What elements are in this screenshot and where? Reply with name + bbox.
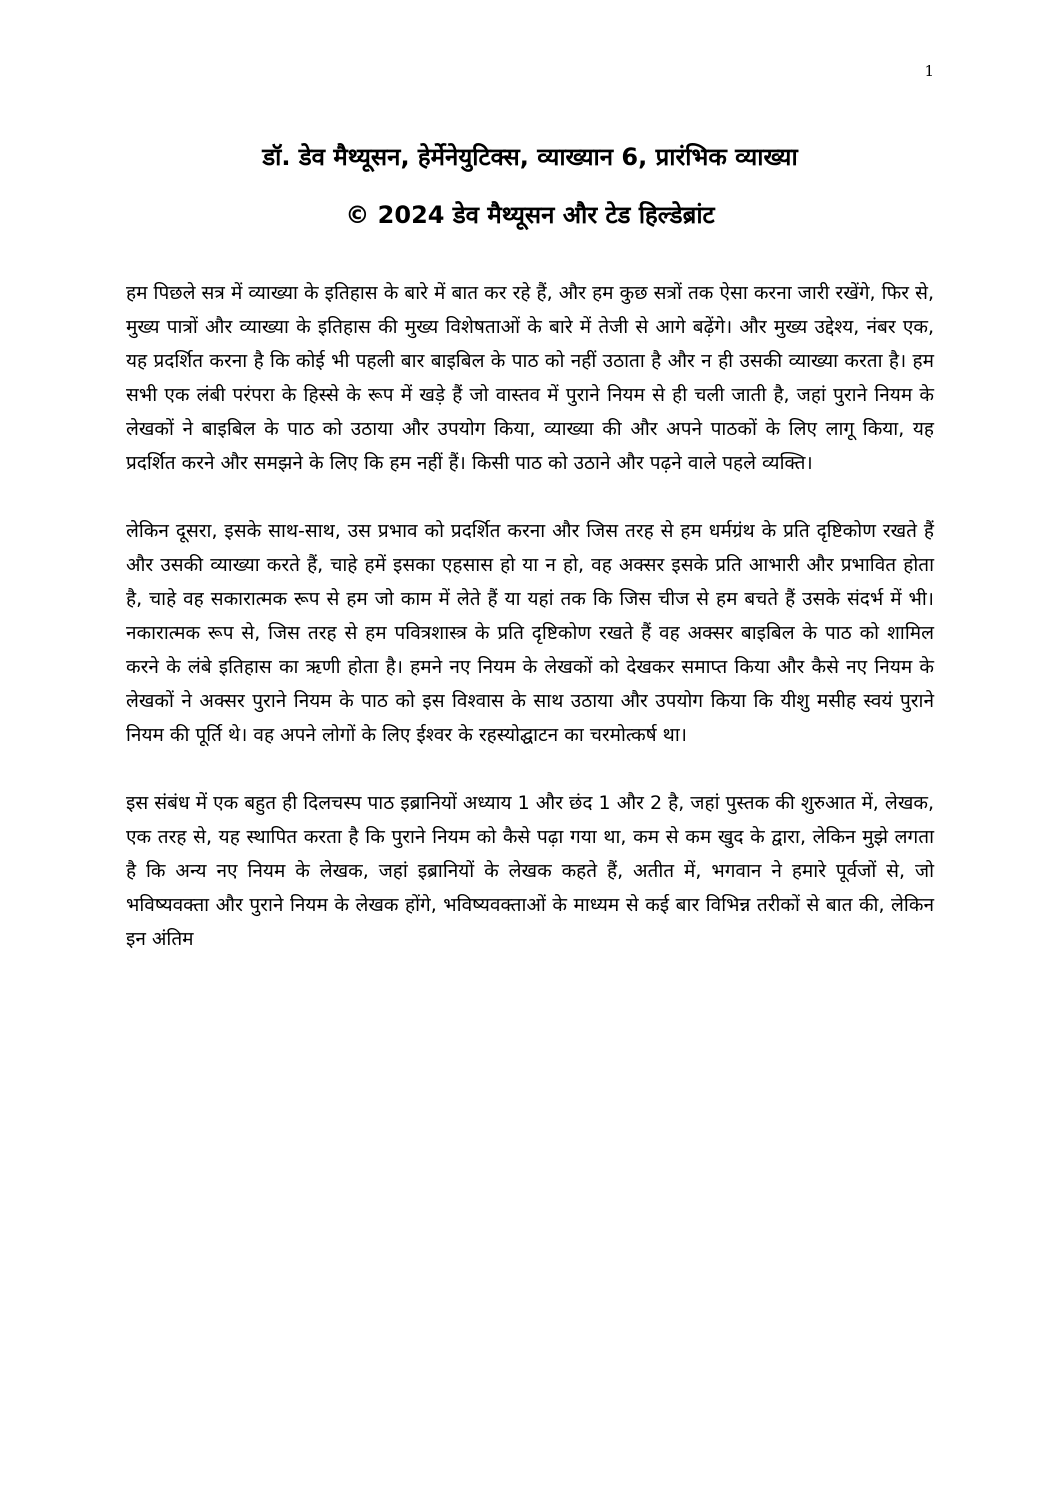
document-body — [126, 276, 934, 990]
title-line-2: © 2024 डेव मैथ्यूसन और टेड हिल्डेब्रांट — [345, 201, 715, 229]
page-number: 1 — [924, 62, 934, 80]
paragraph-1: हम पिछले सत्र में व्याख्या के इतिहास के बारे में बात कर रहे हैं, और हम कुछ सत्रों तक ऐसा करना जारी रखेंगे, फिर से, मुख्य पात्रों और व्याख्या के इतिहास की मुख्य विशेषताओं के बारे में तेजी से आगे बढ़ेंगे। और मुख्य उद्देश्य, नंबर एक, यह प्रदर्शित करना है कि कोई भी पहली बार बाइबिल के पाठ को नहीं उठाता है और न ही उसकी व्याख्या करता है। हम सभी एक लंबी परंपरा के हिस्से के रूप में खड़े हैं जो वास्तव में पुराने नियम से ही चली जाती है, जहां पुराने नियम के लेखकों ने बाइबिल के पाठ को उठाया और उपयोग किया, व्याख्या की और अपने पाठकों के लिए लागू किया, यह प्रदर्शित करने और समझने के लिए कि हम नहीं हैं। किसी पाठ को उठाने और पढ़ने वाले पहले व्यक्ति। — [126, 282, 934, 474]
title-line-1: डॉ. डेव मैथ्यूसन, हेर्मेनेयुटिक्स, व्याख्यान 6, प्रारंभिक व्याख्या — [262, 143, 798, 171]
paragraph-3: इस संबंध में एक बहुत ही दिलचस्प पाठ इब्रानियों अध्याय 1 और छंद 1 और 2 है, जहां पुस्तक की शुरुआत में, लेखक, एक तरह से, यह स्थापित करता है कि पुराने नियम को कैसे पढ़ा गया था, कम से कम खुद के द्वारा, लेकिन मुझे लगता है कि अन्य नए नियम के लेखक, जहां इब्रानियों के लेखक कहते हैं, अतीत में, भगवान ने हमारे पूर्वजों से, जो भविष्यवक्ता और पुराने नियम के लेखक होंगे, भविष्यवक्ताओं के माध्यम से कई बार विभिन्न तरीकों से बात की, लेकिन इन अंतिम — [126, 792, 934, 950]
paragraph-2: लेकिन दूसरा, इसके साथ-साथ, उस प्रभाव को प्रदर्शित करना और जिस तरह से हम धर्मग्रंथ के प्रति दृष्टिकोण रखते हैं और उसकी व्याख्या करते हैं, चाहे हमें इसका एहसास हो या न हो, वह अक्सर इसके प्रति आभारी और प्रभावित होता है, चाहे वह सकारात्मक रूप से हम जो काम में लेते हैं या यहां तक कि जिस चीज से हम बचते हैं उसके संदर्भ में भी। नकारात्मक रूप से, जिस तरह से हम पवित्रशास्त्र के प्रति दृष्टिकोण रखते हैं वह अक्सर बाइबिल के पाठ को शामिल करने के लंबे इतिहास का ऋणी होता है। हमने नए नियम के लेखकों को देखकर समाप्त किया और कैसे नए नियम के लेखकों ने अक्सर पुराने नियम के पाठ को इस विश्वास के साथ उठाया और उपयोग किया कि यीशु मसीह स्वयं पुराने नियम की पूर्ति थे। वह अपने लोगों के लिए ईश्वर के रहस्योद्घाटन का चरमोत्कर्ष था। — [126, 520, 934, 746]
document-title — [110, 128, 950, 244]
